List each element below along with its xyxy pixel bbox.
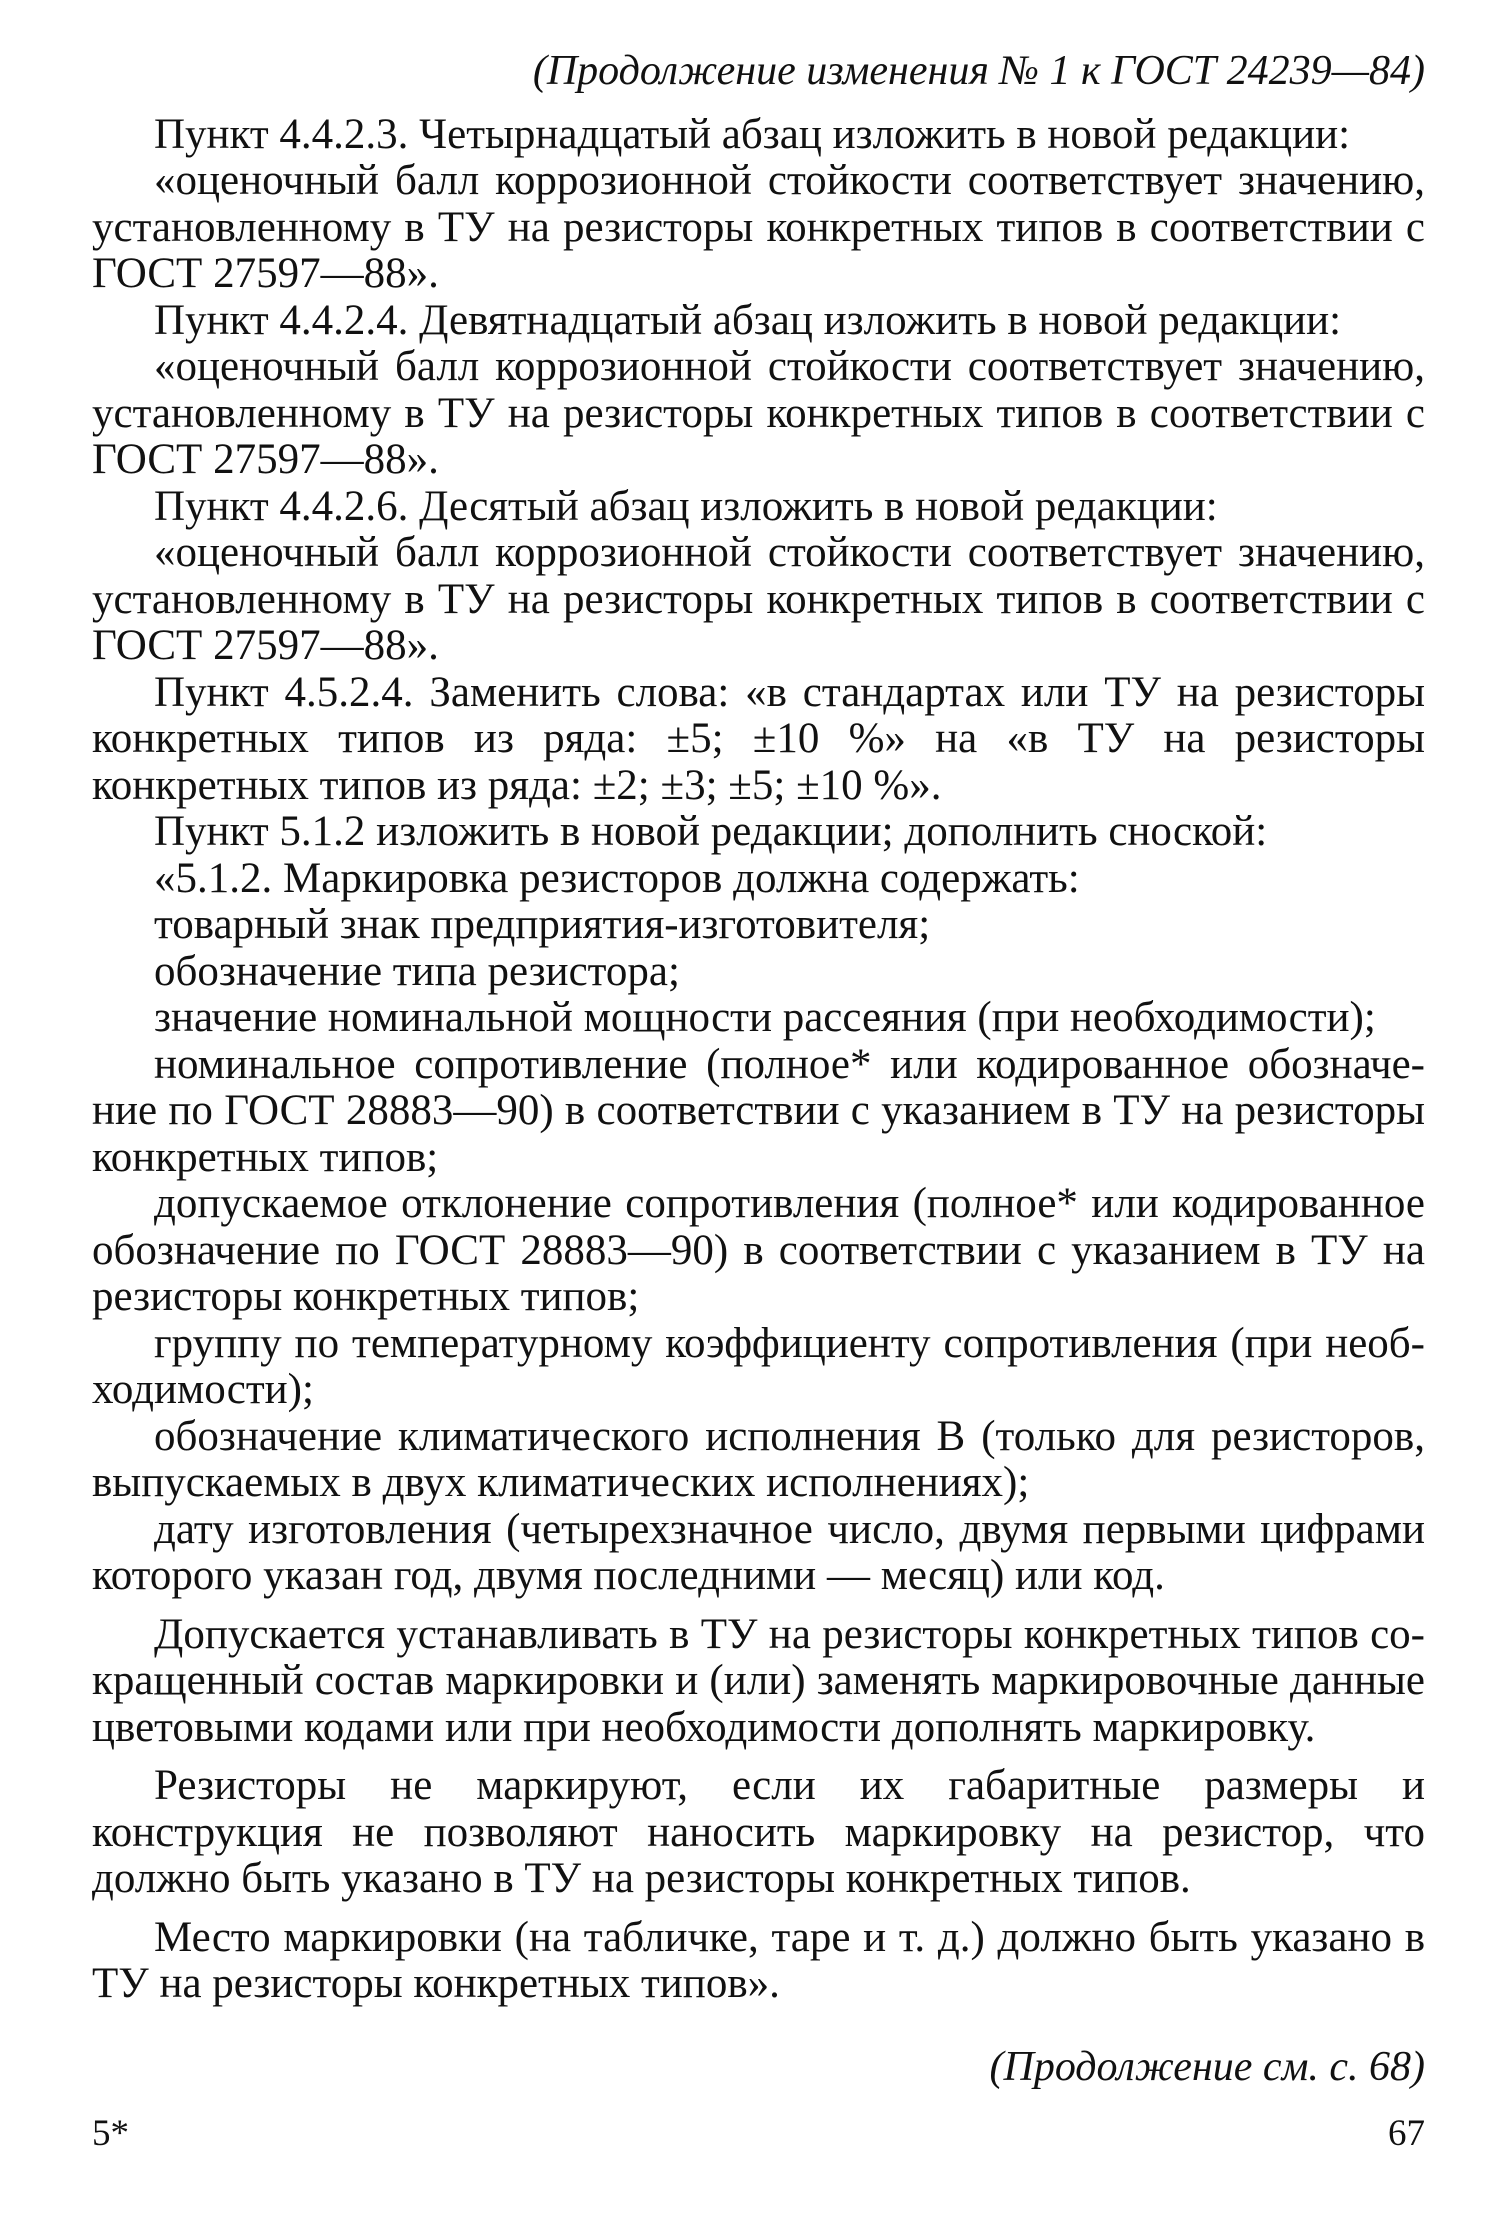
paragraph: группу по температурному коэффициенту сопротивления (при необходимости); <box>92 1319 1425 1413</box>
paragraph: номинальное сопротивление (полное* или кодированное обозначение по ГОСТ 28883—90) в соответствии с указанием в ТУ на резисторы конкретных типов; <box>92 1040 1425 1181</box>
paragraph: Пункт 4.5.2.4. Заменить слова: «в стандартах или ТУ на резисторы конкретных типов из ряда: ±5; ±10 %» на «в ТУ на резисторы конкретных типов из ряда: ±2; ±3; ±5; ±10 %». <box>92 668 1425 809</box>
paragraph: «оценочный балл коррозионной стойкости соответствует значению, установленному в ТУ на резисторы конкретных типов в соответствии с ГОСТ 27597—88». <box>92 529 1425 669</box>
page-footer <box>92 2111 1425 2158</box>
paragraph: допускаемое отклонение сопротивления (полное* или кодированное обозначение по ГОСТ 28883—90) в соответствии с указанием в ТУ на резисторы конкретных типов; <box>92 1180 1425 1320</box>
paragraph: «оценочный балл коррозионной стойкости соответствует значению, установленному в ТУ на резисторы конкретных типов в соответствии с ГОСТ 27597—88». <box>92 343 1425 483</box>
paragraph: Резисторы не маркируют, если их габаритные размеры и конструкция не позволяют наносить маркировку на резистор, что должно быть указано в ТУ на резисторы конкретных типов. <box>92 1762 1425 1902</box>
document-body <box>92 112 1425 2008</box>
continuation-note: (Продолжение см. с. 68) <box>989 2043 1425 2090</box>
paragraph: дату изготовления (четырехзначное число, двумя первыми цифрами которого указан год, двумя последними — месяц) или код. <box>92 1505 1425 1599</box>
paragraph: Пункт 4.4.2.3. Четырнадцатый абзац изложить в новой редакции: <box>154 110 1351 158</box>
paragraph: товарный знак предприятия-изготовителя; <box>154 901 931 948</box>
paragraph: «5.1.2. Маркировка резисторов должна содержать: <box>154 854 1080 902</box>
paragraph: Допускается устанавливать в ТУ на резисторы конкретных типов сокращенный состав маркировки и (или) заменять маркировочные данные цветовыми кодами или при необходимости дополнять маркировку. <box>92 1610 1425 1751</box>
running-header: (Продолжение изменения № 1 к ГОСТ 24239—84) <box>532 48 1425 94</box>
paragraph: Пункт 4.4.2.6. Десятый абзац изложить в новой редакции: <box>154 482 1218 530</box>
page-number: 67 <box>1388 2113 1425 2154</box>
paragraph: «оценочный балл коррозионной стойкости соответствует значению, установленному в ТУ на резисторы конкретных типов в соответствии с ГОСТ 27597—88». <box>92 157 1425 297</box>
paragraph: обозначение типа резистора; <box>154 947 680 995</box>
paragraph: значение номинальной мощности рассеяния (при необходимости); <box>154 994 1376 1041</box>
paragraph: Пункт 4.4.2.4. Девятнадцатый абзац изложить в новой редакции: <box>154 296 1342 344</box>
paragraph: Место маркировки (на табличке, таре и т. д.) должно быть указано в ТУ на резисторы конкретных типов». <box>92 1913 1425 2007</box>
paragraph: Пункт 5.1.2 изложить в новой редакции; дополнить сноской: <box>154 808 1268 855</box>
paragraph: обозначение климатического исполнения В (только для резисторов, выпускаемых в двух климатических исполнениях); <box>92 1412 1425 1506</box>
signature-mark: 5* <box>92 2113 129 2154</box>
